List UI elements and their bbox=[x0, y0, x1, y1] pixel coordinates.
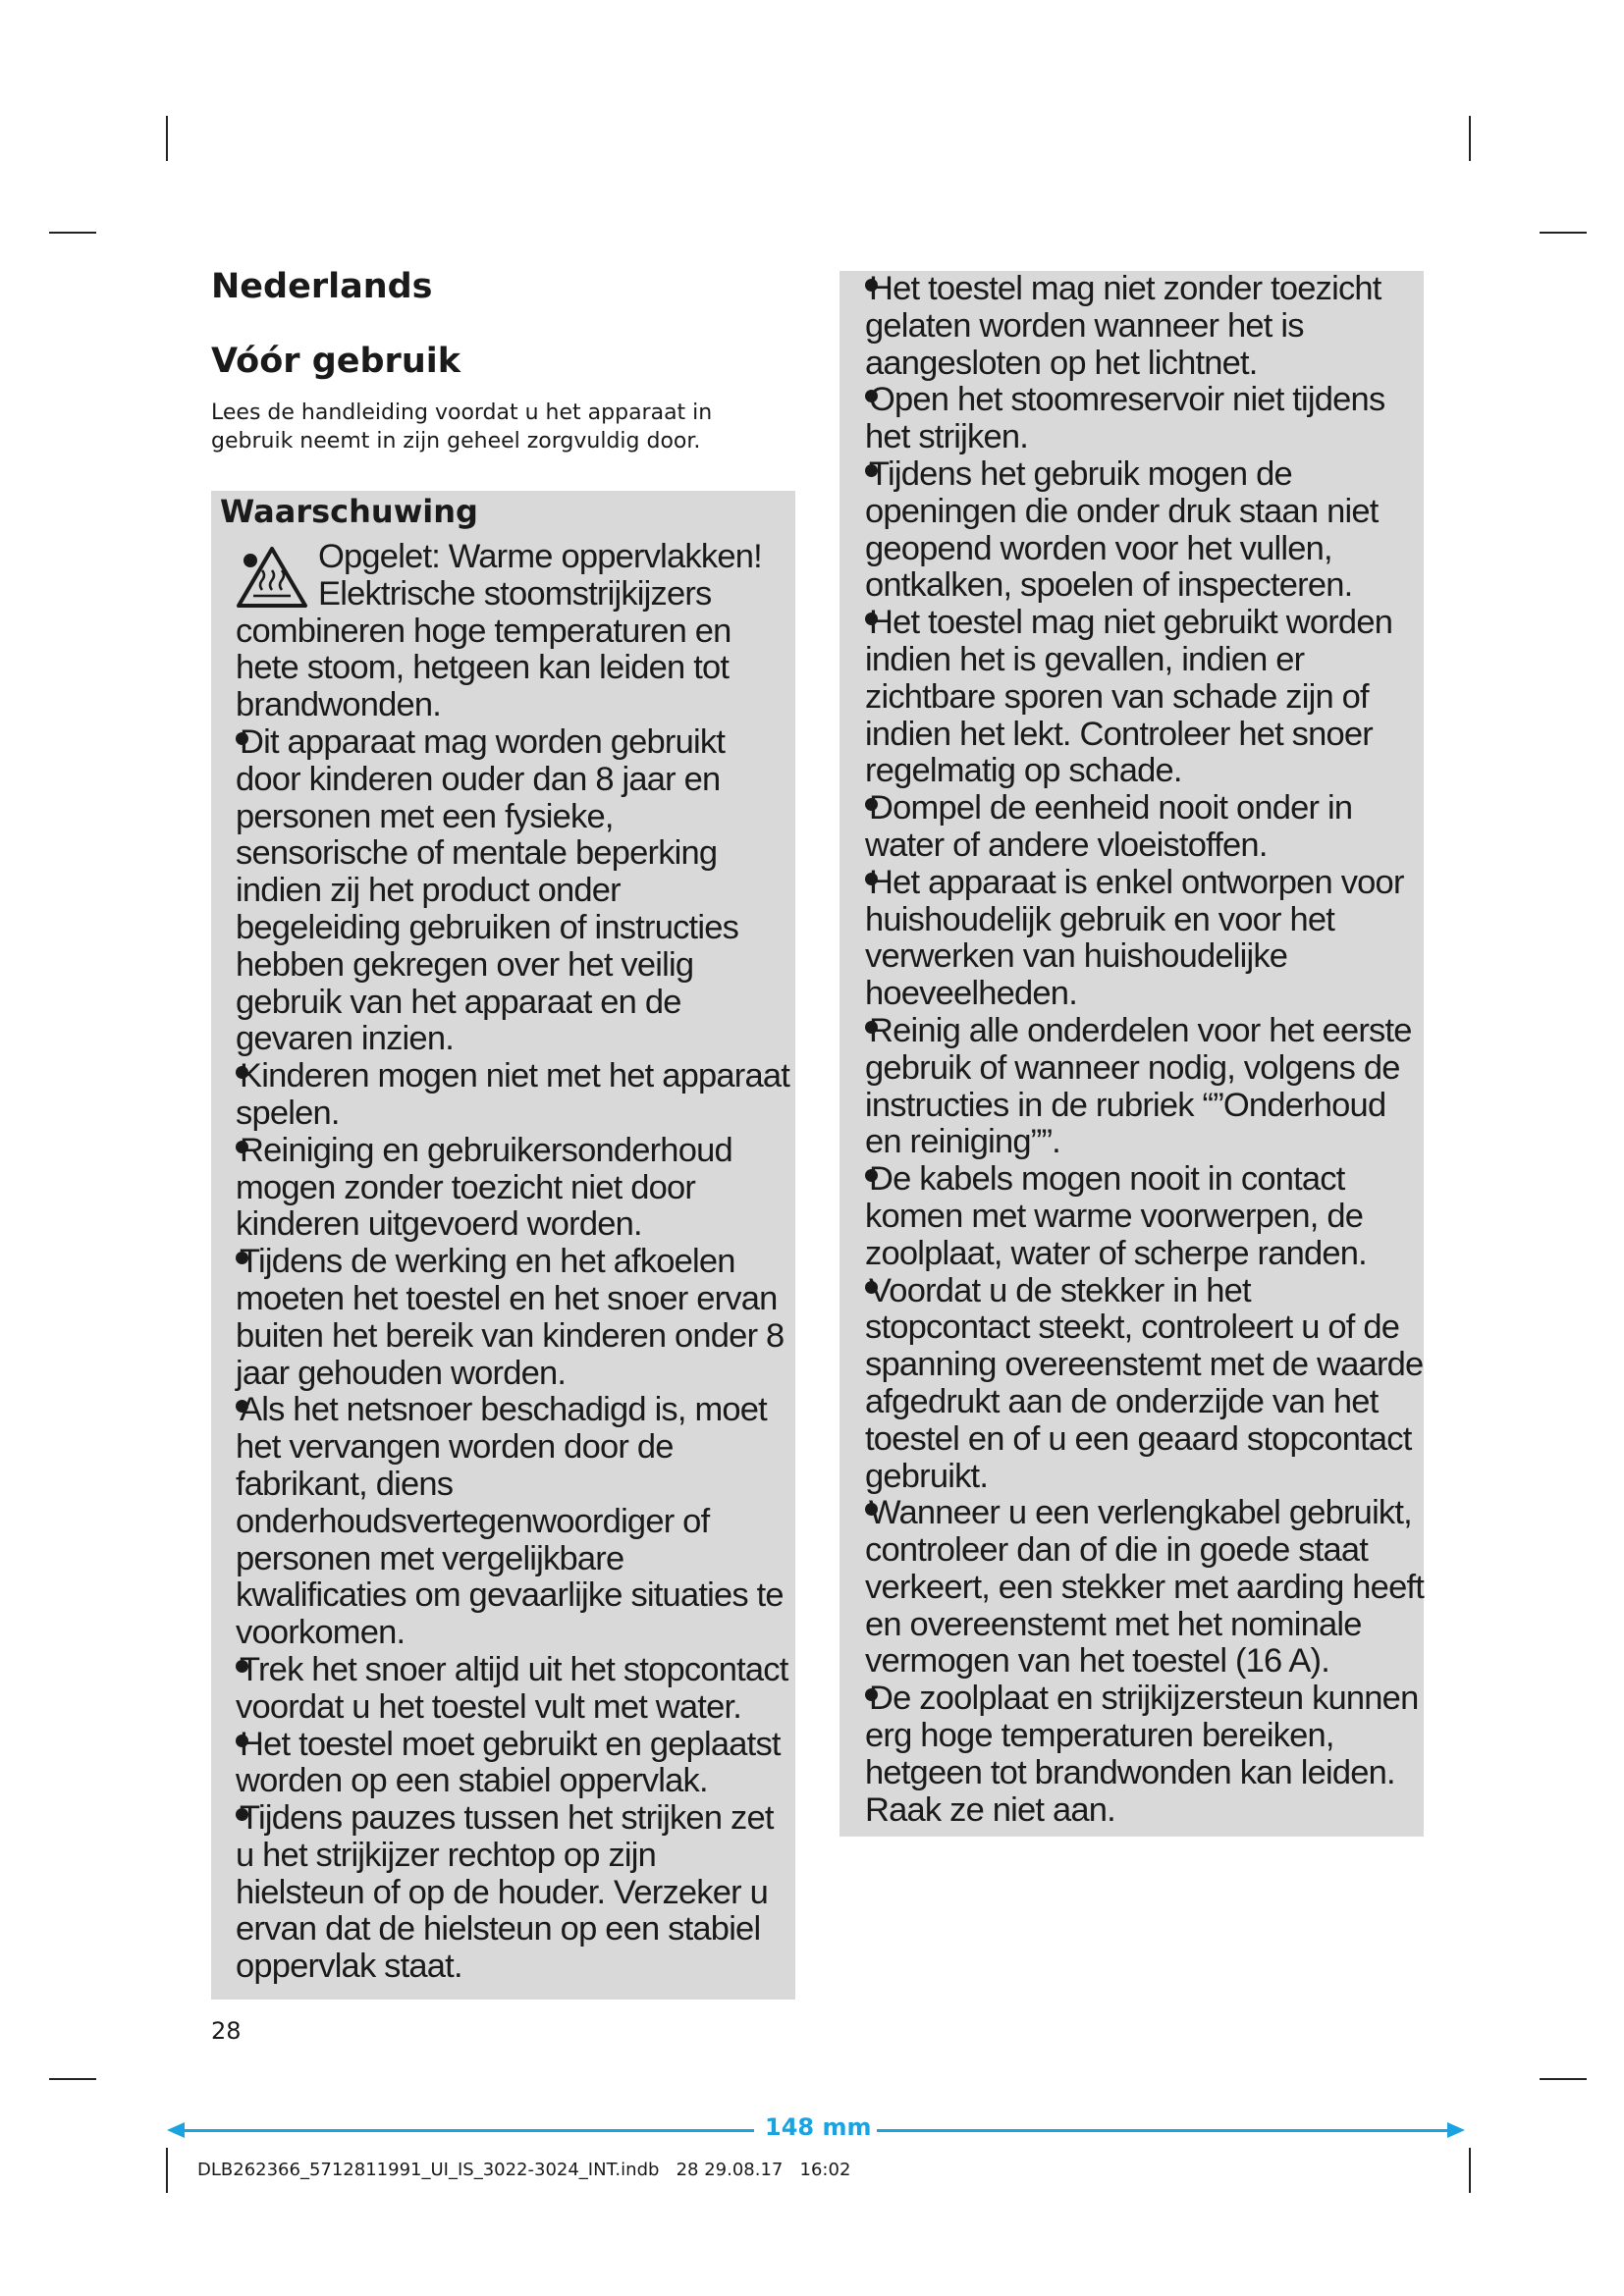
crop-mark-left-lower bbox=[49, 2078, 96, 2080]
crop-mark-top-left bbox=[166, 116, 168, 161]
warning-item: Het toestel moet gebruikt en geplaatst worden op een stabiel oppervlak. bbox=[236, 1727, 815, 1801]
dimension-arrow-right-icon bbox=[1447, 2122, 1465, 2138]
warning-item: Tijdens pauzes tussen het strijken zet u het strijkijzer rechtop op zijn hielsteun of op de houder. Verzeker u ervan dat de hielsteun op een stabiel oppervlak staat. bbox=[236, 1800, 815, 1986]
hot-surface-warning-icon bbox=[236, 545, 308, 610]
section-title: Vóór gebruik bbox=[211, 342, 461, 381]
warning-item: Als het netsnoer beschadigd is, moet het vervangen worden door de fabrikant, diens onderhoudsvertegenwoordiger of personen met vergelijkbare kwalificaties om gevaarlijke situaties te voorkomen. bbox=[236, 1392, 815, 1652]
safety-item: De zoolplaat en strijkijzersteun kunnen erg hoge temperaturen bereiken, hetgeen tot brandwonden kan leiden. Raak ze niet aan. bbox=[865, 1681, 1444, 1829]
warning-item: Kinderen mogen niet met het apparaat spelen. bbox=[236, 1058, 815, 1133]
warning-item-first-rest: combineren hoge temperaturen en hete stoom, hetgeen kan leiden tot brandwonden. bbox=[236, 612, 731, 724]
warning-list bbox=[236, 539, 815, 1986]
dimension-line-left bbox=[183, 2129, 754, 2132]
safety-item: Tijdens het gebruik mogen de openingen die onder druk staan niet geopend worden voor het vullen, ontkalken, spoelen of inspecteren. bbox=[865, 456, 1444, 605]
safety-item: Voordat u de stekker in het stopcontact steekt, controleert u of de spanning overeenstemt met de waarde afgedrukt aan de onderzijde van het toestel en of u een geaard stopcontact gebruikt. bbox=[865, 1273, 1444, 1496]
warning-box bbox=[211, 491, 795, 2000]
crop-mark-bottom-left bbox=[166, 2148, 168, 2193]
warning-item: Reiniging en gebruikersonderhoud mogen zonder toezicht niet door kinderen uitgevoerd worden. bbox=[236, 1133, 815, 1244]
crop-mark-right-lower bbox=[1540, 2078, 1587, 2080]
page-number: 28 bbox=[211, 2017, 242, 2045]
safety-list bbox=[865, 271, 1444, 1829]
warning-item: Tijdens de werking en het afkoelen moeten het toestel en het snoer ervan buiten het bereik van kinderen onder 8 jaar gehouden worden. bbox=[236, 1244, 815, 1392]
intro-text: Lees de handleiding voordat u het apparaat in gebruik neemt in zijn geheel zorgvuldig door. bbox=[211, 400, 713, 454]
crop-mark-left-upper bbox=[49, 232, 96, 234]
safety-item: Open het stoomreservoir niet tijdens het strijken. bbox=[865, 382, 1444, 456]
safety-item: Wanneer u een verlengkabel gebruikt, controleer dan of die in goede staat verkeert, een stekker met aarding heeft en overeenstemt met het nominale vermogen van het toestel (16 A). bbox=[865, 1495, 1444, 1681]
warning-heading: Waarschuwing bbox=[220, 493, 478, 530]
crop-mark-bottom-right bbox=[1469, 2148, 1471, 2193]
warning-item: Trek het snoer altijd uit het stopcontact voordat u het toestel vult met water. bbox=[236, 1652, 815, 1727]
warning-item: Dit apparaat mag worden gebruikt door kinderen ouder dan 8 jaar en personen met een fysieke, sensorische of mentale beperking indien zij het product onder begeleiding gebruiken of instructies hebben gekregen over het veilig gebruik van het apparaat en de gevaren inzien. bbox=[236, 724, 815, 1058]
dimension-line-right bbox=[877, 2129, 1448, 2132]
language-title: Nederlands bbox=[211, 267, 433, 306]
crop-mark-top-right bbox=[1469, 116, 1471, 161]
crop-mark-right-upper bbox=[1540, 232, 1587, 234]
safety-box-continued bbox=[839, 271, 1424, 1837]
warning-item-hot-surface bbox=[236, 539, 815, 724]
safety-item: Dompel de eenheid nooit onder in water of andere vloeistoffen. bbox=[865, 790, 1444, 865]
safety-item: Het toestel mag niet gebruikt worden indien het is gevallen, indien er zichtbare sporen van schade zijn of indien het lekt. Controleer het snoer regelmatig op schade. bbox=[865, 605, 1444, 790]
warning-item-first-lines: Opgelet: Warme oppervlakken! Elektrische stoomstrijkijzers bbox=[318, 538, 762, 613]
safety-item: Reinig alle onderdelen voor het eerste gebruik of wanneer nodig, volgens de instructies in de rubriek “”Onderhoud en reiniging””. bbox=[865, 1013, 1444, 1161]
safety-item: Het apparaat is enkel ontworpen voor huishoudelijk gebruik en voor het verwerken van huishoudelijke hoeveelheden. bbox=[865, 865, 1444, 1013]
safety-item: Het toestel mag niet zonder toezicht gelaten worden wanneer het is aangesloten op het lichtnet. bbox=[865, 271, 1444, 382]
safety-item: De kabels mogen nooit in contact komen met warme voorwerpen, de zoolplaat, water of scherpe randen. bbox=[865, 1161, 1444, 1272]
print-info: DLB262366_5712811991_UI_IS_3022-3024_INT.indb 28 29.08.17 16:02 bbox=[197, 2160, 851, 2180]
dimension-label: 148 mm bbox=[765, 2113, 872, 2141]
